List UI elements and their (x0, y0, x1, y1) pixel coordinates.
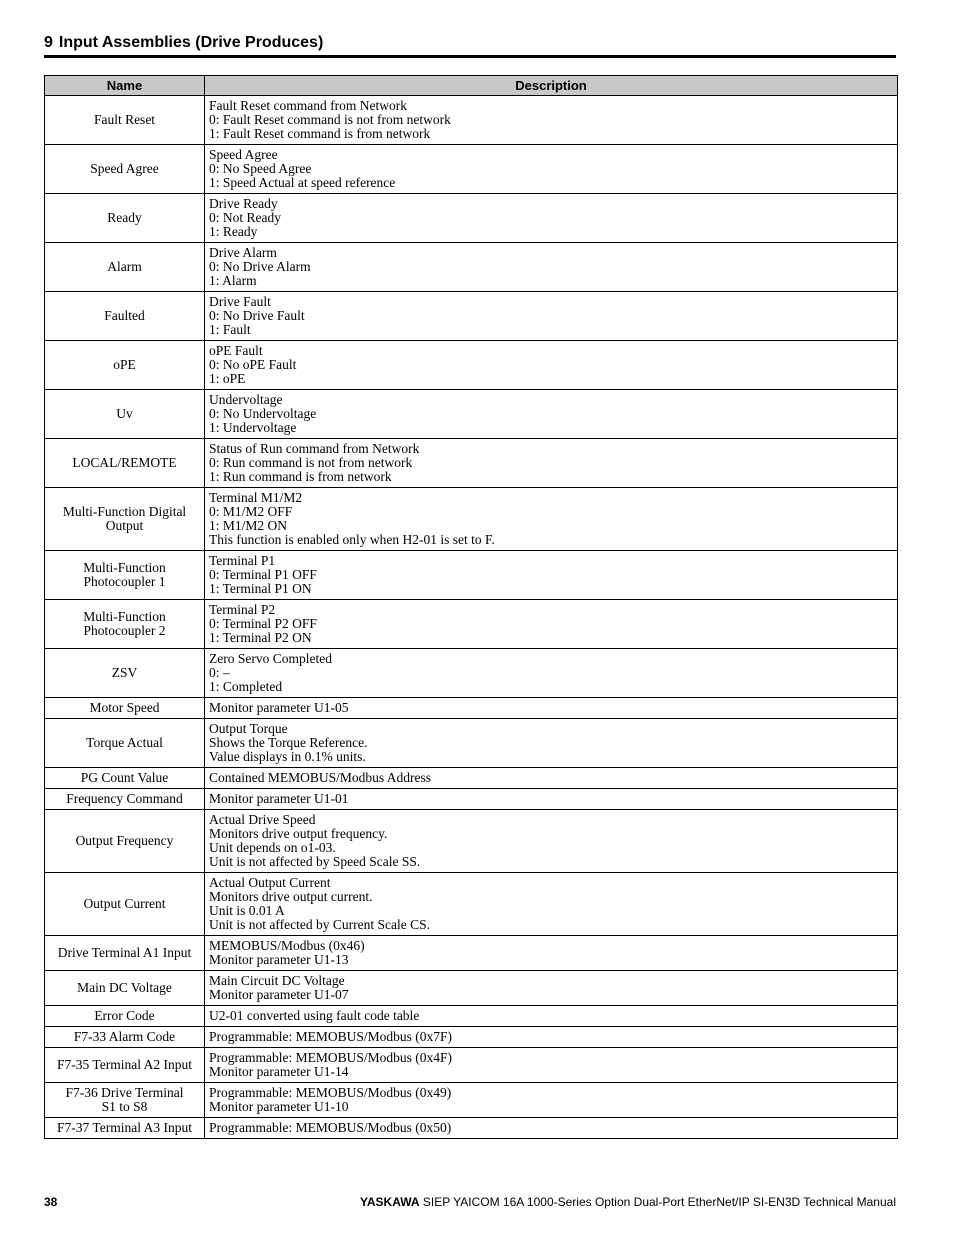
row-name-line: Multi-Function (83, 560, 166, 575)
table-row (45, 698, 898, 719)
table-row (45, 243, 898, 292)
row-name-cell (45, 1083, 205, 1118)
page-footer (44, 1194, 896, 1210)
row-description-line: 1: oPE (209, 371, 246, 386)
table-row (45, 873, 898, 936)
row-description-line: 1: Completed (209, 679, 283, 694)
table-row (45, 768, 898, 789)
row-name-line: Photocoupler 1 (83, 574, 166, 589)
row-description-cell (205, 698, 898, 719)
row-name-cell (45, 243, 205, 292)
row-name-cell (45, 1006, 205, 1027)
row-description-line: 0: Fault Reset command is not from network (209, 112, 451, 127)
row-description-line: Monitor parameter U1-01 (209, 791, 349, 806)
section-header (44, 33, 896, 58)
row-description-line: Programmable: MEMOBUS/Modbus (0x50) (209, 1120, 452, 1135)
row-description-cell (205, 194, 898, 243)
row-name-line: F7-35 Terminal A2 Input (57, 1057, 192, 1072)
section-title: Input Assemblies (Drive Produces) (58, 34, 324, 51)
row-name-cell (45, 971, 205, 1006)
row-description-line: Zero Servo Completed (209, 651, 332, 666)
row-description-line: 1: Run command is from network (209, 469, 392, 484)
row-description-line: 0: No oPE Fault (209, 357, 297, 372)
table-row (45, 1118, 898, 1139)
row-name-cell (45, 390, 205, 439)
row-description-line: Contained MEMOBUS/Modbus Address (209, 770, 432, 785)
row-description-line: This function is enabled only when H2-01 is set to F. (209, 532, 495, 547)
table-row (45, 1048, 898, 1083)
row-name-line: Torque Actual (86, 735, 163, 750)
row-name-cell (45, 1118, 205, 1139)
table-row (45, 1027, 898, 1048)
table-body (45, 96, 898, 1139)
table-row (45, 488, 898, 551)
row-name-cell (45, 936, 205, 971)
table-row (45, 194, 898, 243)
row-name-line: Output (105, 518, 144, 533)
row-description-line: 1: Fault Reset command is from network (209, 126, 431, 141)
row-description-cell (205, 600, 898, 649)
manual-title-text: SIEP YAICOM 16A 1000-Series Option Dual-Port EtherNet/IP SI-EN3D Technical Manual (422, 1195, 896, 1209)
row-description-cell (205, 390, 898, 439)
row-description-line: Drive Alarm (209, 245, 277, 260)
row-description-line: 1: Undervoltage (209, 420, 297, 435)
row-name-cell (45, 439, 205, 488)
row-name-cell (45, 789, 205, 810)
row-name-line: PG Count Value (80, 770, 169, 785)
row-name-cell (45, 1048, 205, 1083)
manual-title (360, 1194, 896, 1210)
row-description-cell (205, 551, 898, 600)
row-description-cell (205, 719, 898, 768)
row-description-line: Monitor parameter U1-10 (209, 1099, 349, 1114)
table-row (45, 649, 898, 698)
row-description-line: 1: Terminal P2 ON (209, 630, 312, 645)
row-name-line: ZSV (111, 665, 138, 680)
row-name-cell (45, 194, 205, 243)
row-description-line: Actual Drive Speed (209, 812, 316, 827)
row-description-line: 0: M1/M2 OFF (209, 504, 293, 519)
row-name-line: Photocoupler 2 (83, 623, 166, 638)
row-name-line: S1 to S8 (101, 1099, 148, 1114)
row-name-cell (45, 292, 205, 341)
row-description-line: oPE Fault (209, 343, 263, 358)
column-header-name: Name (45, 76, 205, 96)
row-name-line: Error Code (94, 1008, 155, 1023)
table-row (45, 971, 898, 1006)
row-description-line: 1: Terminal P1 ON (209, 581, 312, 596)
row-description-line: Shows the Torque Reference. (209, 735, 368, 750)
row-description-cell (205, 1027, 898, 1048)
row-description-line: Drive Ready (209, 196, 278, 211)
row-description-cell (205, 96, 898, 145)
row-name-cell (45, 810, 205, 873)
row-name-cell (45, 873, 205, 936)
row-description-line: 1: Speed Actual at speed reference (209, 175, 396, 190)
row-description-line: 0: – (209, 665, 230, 680)
row-description-line: Unit is not affected by Current Scale CS. (209, 917, 430, 932)
row-description-cell (205, 292, 898, 341)
row-name-cell (45, 768, 205, 789)
row-description-line: 0: Not Ready (209, 210, 281, 225)
row-name-line: Speed Agree (90, 161, 159, 176)
row-name-line: Uv (116, 406, 133, 421)
row-description-cell (205, 936, 898, 971)
row-description-line: Programmable: MEMOBUS/Modbus (0x4F) (209, 1050, 452, 1065)
row-name-line: Drive Terminal A1 Input (57, 945, 192, 960)
row-name-cell (45, 341, 205, 390)
row-description-line: Unit is 0.01 A (209, 903, 285, 918)
row-description-line: Monitor parameter U1-07 (209, 987, 349, 1002)
row-description-line: 1: M1/M2 ON (209, 518, 288, 533)
row-description-cell (205, 1118, 898, 1139)
row-description-cell (205, 873, 898, 936)
row-name-cell (45, 1027, 205, 1048)
table-row (45, 292, 898, 341)
row-name-cell (45, 145, 205, 194)
table-row (45, 789, 898, 810)
row-name-cell (45, 719, 205, 768)
row-description-cell (205, 341, 898, 390)
row-description-cell (205, 145, 898, 194)
row-name-line: Faulted (104, 308, 145, 323)
row-description-line: Monitors drive output current. (209, 889, 373, 904)
table-row (45, 600, 898, 649)
row-description-line: Terminal P2 (209, 602, 276, 617)
row-description-cell (205, 1048, 898, 1083)
row-name-cell (45, 551, 205, 600)
row-description-line: U2-01 converted using fault code table (209, 1008, 420, 1023)
table-row (45, 390, 898, 439)
table-row (45, 1083, 898, 1118)
row-name-cell (45, 488, 205, 551)
row-description-line: 0: No Undervoltage (209, 406, 317, 421)
table-header-row (45, 76, 898, 96)
row-description-line: 1: Alarm (209, 273, 257, 288)
row-description-line: Speed Agree (209, 147, 278, 162)
row-description-line: 0: No Drive Fault (209, 308, 305, 323)
row-description-line: Monitor parameter U1-05 (209, 700, 349, 715)
row-description-line: Programmable: MEMOBUS/Modbus (0x49) (209, 1085, 452, 1100)
row-description-cell (205, 768, 898, 789)
row-name-line: LOCAL/REMOTE (72, 455, 177, 470)
table-row (45, 936, 898, 971)
row-name-line: Main DC Voltage (77, 980, 172, 995)
row-name-line: F7-37 Terminal A3 Input (57, 1120, 192, 1135)
row-description-line: Monitor parameter U1-14 (209, 1064, 349, 1079)
row-description-line: Main Circuit DC Voltage (209, 973, 345, 988)
row-name-cell (45, 96, 205, 145)
row-description-line: Output Torque (209, 721, 288, 736)
row-name-cell (45, 649, 205, 698)
row-name-line: Multi-Function Digital (62, 504, 187, 519)
row-description-line: Fault Reset command from Network (209, 98, 407, 113)
row-name-line: Output Frequency (75, 833, 174, 848)
row-description-line: 1: Ready (209, 224, 258, 239)
row-description-cell (205, 649, 898, 698)
row-description-line: Status of Run command from Network (209, 441, 420, 456)
row-name-cell (45, 600, 205, 649)
row-description-line: Terminal P1 (209, 553, 276, 568)
row-name-line: Alarm (107, 259, 142, 274)
brand-name: YASKAWA (359, 1195, 420, 1209)
row-name-line: Output Current (83, 896, 166, 911)
section-number: 9 (44, 34, 53, 51)
row-description-cell (205, 488, 898, 551)
row-description-line: Undervoltage (209, 392, 283, 407)
row-description-line: Programmable: MEMOBUS/Modbus (0x7F) (209, 1029, 452, 1044)
row-description-line: Monitor parameter U1-13 (209, 952, 349, 967)
row-description-line: Unit depends on o1-03. (209, 840, 336, 855)
row-name-line: Frequency Command (66, 791, 183, 806)
table-row (45, 341, 898, 390)
row-description-line: 0: No Drive Alarm (209, 259, 311, 274)
row-name-cell (45, 698, 205, 719)
row-description-cell (205, 789, 898, 810)
row-description-cell (205, 243, 898, 292)
table-row (45, 439, 898, 488)
row-description-line: 0: No Speed Agree (209, 161, 312, 176)
row-description-line: Value displays in 0.1% units. (209, 749, 366, 764)
row-description-line: 0: Terminal P1 OFF (209, 567, 317, 582)
row-description-line: Unit is not affected by Speed Scale SS. (209, 854, 421, 869)
row-description-line: Drive Fault (209, 294, 271, 309)
page-number: 38 (44, 1195, 58, 1209)
row-name-line: oPE (113, 357, 136, 372)
input-assemblies-table (44, 75, 898, 1139)
row-description-cell (205, 971, 898, 1006)
row-name-line: F7-36 Drive Terminal (65, 1085, 184, 1100)
row-description-line: 1: Fault (209, 322, 251, 337)
table-row (45, 96, 898, 145)
column-header-description: Description (205, 76, 898, 96)
table-row (45, 719, 898, 768)
row-name-line: Ready (107, 210, 142, 225)
row-description-line: 0: Run command is not from network (209, 455, 413, 470)
row-description-line: MEMOBUS/Modbus (0x46) (209, 938, 365, 953)
row-name-line: Motor Speed (89, 700, 160, 715)
table-row (45, 810, 898, 873)
row-name-line: Fault Reset (93, 112, 156, 127)
row-description-cell (205, 810, 898, 873)
row-description-cell (205, 1006, 898, 1027)
row-name-line: F7-33 Alarm Code (73, 1029, 176, 1044)
table-row (45, 551, 898, 600)
row-description-line: Terminal M1/M2 (209, 490, 303, 505)
row-description-cell (205, 1083, 898, 1118)
table-row (45, 1006, 898, 1027)
table-row (45, 145, 898, 194)
row-description-cell (205, 439, 898, 488)
row-description-line: Monitors drive output frequency. (209, 826, 388, 841)
row-name-line: Multi-Function (83, 609, 166, 624)
row-description-line: Actual Output Current (209, 875, 331, 890)
row-description-line: 0: Terminal P2 OFF (209, 616, 317, 631)
